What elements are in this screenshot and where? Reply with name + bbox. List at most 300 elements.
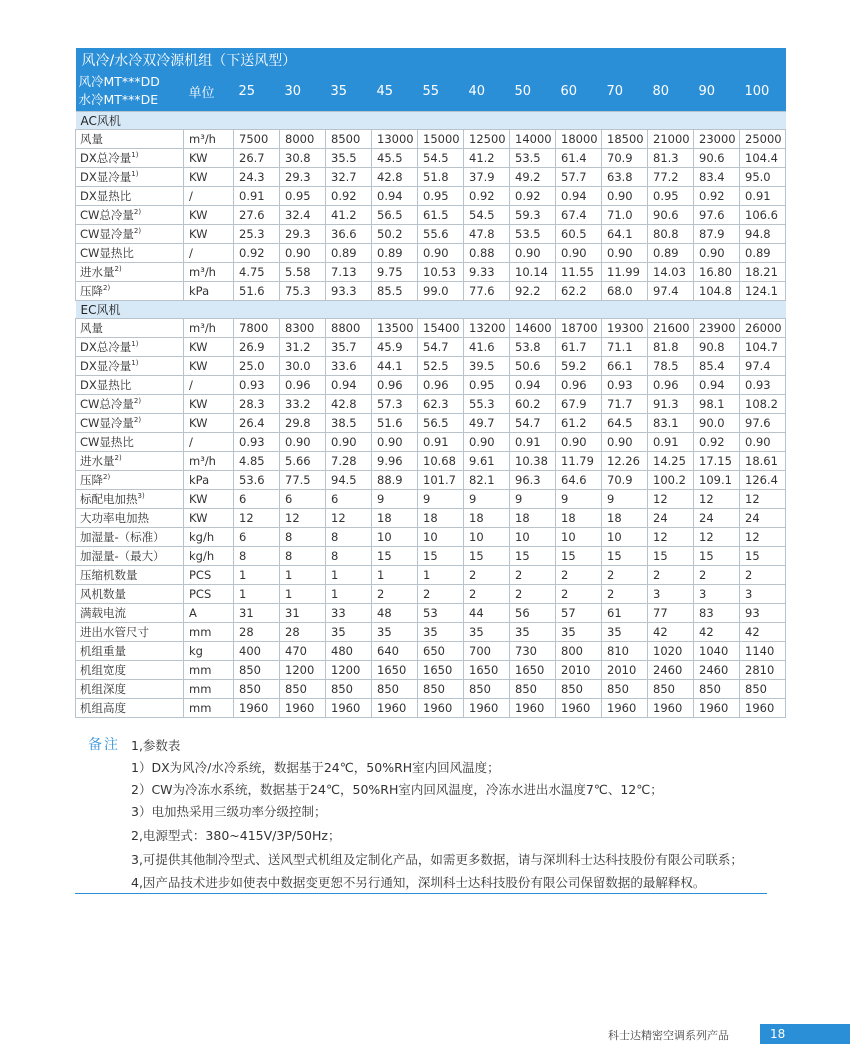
section-title: AC风机 <box>76 112 786 130</box>
row-unit: KW <box>184 509 234 528</box>
table-cell: 6 <box>280 490 326 509</box>
table-cell: 12 <box>648 490 694 509</box>
row-unit: KW <box>184 414 234 433</box>
row-unit: KW <box>184 206 234 225</box>
table-cell: 42 <box>648 623 694 642</box>
table-cell: 850 <box>280 680 326 699</box>
footnote-marker: 2) <box>133 397 142 406</box>
table-cell: 35 <box>372 623 418 642</box>
model-series-cell <box>76 71 184 112</box>
table-cell: 54.7 <box>510 414 556 433</box>
table-cell: 31 <box>234 604 280 623</box>
table-cell: 4.85 <box>234 452 280 471</box>
table-cell: 1200 <box>326 661 372 680</box>
row-label-cell <box>76 244 184 263</box>
table-cell: 25000 <box>740 130 786 149</box>
table-cell: 18 <box>510 509 556 528</box>
table-cell: 94.5 <box>326 471 372 490</box>
table-row <box>76 433 786 452</box>
table-cell: 10.68 <box>418 452 464 471</box>
table-row <box>76 490 786 509</box>
table-cell: 60.2 <box>510 395 556 414</box>
table-cell: 54.7 <box>418 338 464 357</box>
row-label: DX显热比 <box>80 378 132 392</box>
table-cell: 0.90 <box>326 433 372 452</box>
table-cell: 7.13 <box>326 263 372 282</box>
table-cell: 0.93 <box>740 376 786 395</box>
table-cell: 18 <box>556 509 602 528</box>
model-header-35: 35 <box>326 71 372 112</box>
row-unit: PCS <box>184 585 234 604</box>
table-cell: 0.90 <box>556 244 602 263</box>
table-cell: 53.6 <box>234 471 280 490</box>
footnote-marker: 2) <box>133 227 142 236</box>
unit-header: 单位 <box>184 71 234 112</box>
table-cell: 2 <box>648 566 694 585</box>
table-cell: 2010 <box>602 661 648 680</box>
page-number: 18 <box>760 1024 850 1044</box>
table-cell: 83 <box>694 604 740 623</box>
table-cell: 71.7 <box>602 395 648 414</box>
table-cell: 61.2 <box>556 414 602 433</box>
table-row <box>76 168 786 187</box>
table-cell: 2 <box>510 566 556 585</box>
table-cell: 21000 <box>648 130 694 149</box>
row-label-cell <box>76 642 184 661</box>
row-label-cell <box>76 395 184 414</box>
table-cell: 101.7 <box>418 471 464 490</box>
row-label-cell <box>76 149 184 168</box>
table-cell: 15 <box>740 547 786 566</box>
model-header-55: 55 <box>418 71 464 112</box>
table-cell: 1960 <box>648 699 694 718</box>
table-cell: 2 <box>556 585 602 604</box>
table-cell: 56.5 <box>418 414 464 433</box>
row-label: 风量 <box>80 321 103 335</box>
table-cell: 0.90 <box>694 244 740 263</box>
row-label: 大功率电加热 <box>80 511 149 525</box>
table-cell: 0.90 <box>418 244 464 263</box>
row-label-cell <box>76 623 184 642</box>
table-cell: 14.25 <box>648 452 694 471</box>
table-cell: 70.9 <box>602 471 648 490</box>
table-cell: 53 <box>418 604 464 623</box>
table-cell: 2 <box>464 585 510 604</box>
row-label-cell <box>76 547 184 566</box>
table-cell: 0.90 <box>510 244 556 263</box>
table-cell: 95.0 <box>740 168 786 187</box>
footnote-marker: 1) <box>131 359 139 368</box>
table-cell: 1650 <box>464 661 510 680</box>
table-cell: 44 <box>464 604 510 623</box>
table-cell: 850 <box>602 680 648 699</box>
row-label: CW显冷量 <box>80 416 134 430</box>
row-label: 风量 <box>80 132 103 146</box>
table-cell: 27.6 <box>234 206 280 225</box>
table-cell: 35.7 <box>326 338 372 357</box>
table-cell: 96.3 <box>510 471 556 490</box>
table-row <box>76 414 786 433</box>
table-cell: 55.3 <box>464 395 510 414</box>
table-cell: 32.4 <box>280 206 326 225</box>
row-unit: KW <box>184 168 234 187</box>
table-cell: 12 <box>740 490 786 509</box>
table-cell: 11.79 <box>556 452 602 471</box>
table-cell: 15 <box>648 547 694 566</box>
table-cell: 850 <box>740 680 786 699</box>
table-cell: 10.53 <box>418 263 464 282</box>
table-cell: 0.92 <box>234 244 280 263</box>
row-label-cell <box>76 661 184 680</box>
table-cell: 70.9 <box>602 149 648 168</box>
table-cell: 2 <box>510 585 556 604</box>
row-unit: kPa <box>184 282 234 301</box>
table-cell: 9 <box>510 490 556 509</box>
row-label-cell <box>76 528 184 547</box>
row-label: DX总冷量 <box>80 340 132 354</box>
table-cell: 68.0 <box>602 282 648 301</box>
table-cell: 61.4 <box>556 149 602 168</box>
table-cell: 10 <box>418 528 464 547</box>
row-unit: / <box>184 187 234 206</box>
table-cell: 1650 <box>372 661 418 680</box>
table-cell: 1 <box>418 566 464 585</box>
table-cell: 12500 <box>464 130 510 149</box>
table-cell: 3 <box>740 585 786 604</box>
table-cell: 62.2 <box>556 282 602 301</box>
table-cell: 6 <box>326 490 372 509</box>
table-cell: 18.21 <box>740 263 786 282</box>
table-cell: 12 <box>326 509 372 528</box>
table-cell: 18 <box>372 509 418 528</box>
table-row <box>76 604 786 623</box>
table-cell: 650 <box>418 642 464 661</box>
table-cell: 82.1 <box>464 471 510 490</box>
model-header-80: 80 <box>648 71 694 112</box>
footnote-marker: 1) <box>131 340 139 349</box>
table-cell: 64.6 <box>556 471 602 490</box>
row-unit: KW <box>184 225 234 244</box>
table-cell: 17.15 <box>694 452 740 471</box>
table-cell: 90.6 <box>648 206 694 225</box>
footer-series-name: 科士达精密空调系列产品 <box>608 1029 729 1042</box>
table-cell: 63.8 <box>602 168 648 187</box>
row-unit: m³/h <box>184 452 234 471</box>
row-unit: / <box>184 376 234 395</box>
table-cell: 99.0 <box>418 282 464 301</box>
table-cell: 1960 <box>464 699 510 718</box>
table-cell: 94.8 <box>740 225 786 244</box>
table-cell: 1040 <box>694 642 740 661</box>
model-header-70: 70 <box>602 71 648 112</box>
table-cell: 31.2 <box>280 338 326 357</box>
table-cell: 41.2 <box>326 206 372 225</box>
table-cell: 44.1 <box>372 357 418 376</box>
model-header-row <box>76 71 786 112</box>
table-cell: 59.2 <box>556 357 602 376</box>
table-cell: 850 <box>234 680 280 699</box>
table-cell: 10.38 <box>510 452 556 471</box>
table-row <box>76 528 786 547</box>
row-unit: m³/h <box>184 263 234 282</box>
row-label: CW显热比 <box>80 435 134 449</box>
table-cell: 28.3 <box>234 395 280 414</box>
table-cell: 62.3 <box>418 395 464 414</box>
table-cell: 47.8 <box>464 225 510 244</box>
table-cell: 14000 <box>510 130 556 149</box>
table-cell: 126.4 <box>740 471 786 490</box>
table-cell: 15 <box>510 547 556 566</box>
table-cell: 16.80 <box>694 263 740 282</box>
table-cell: 0.90 <box>280 244 326 263</box>
row-label: 机组深度 <box>80 682 126 696</box>
model-header-30: 30 <box>280 71 326 112</box>
row-label: DX总冷量 <box>80 151 132 165</box>
table-cell: 850 <box>694 680 740 699</box>
table-cell: 57.7 <box>556 168 602 187</box>
row-unit: mm <box>184 661 234 680</box>
table-cell: 1960 <box>510 699 556 718</box>
table-cell: 53.5 <box>510 225 556 244</box>
table-cell: 67.9 <box>556 395 602 414</box>
table-cell: 0.90 <box>556 433 602 452</box>
table-cell: 0.96 <box>418 376 464 395</box>
table-cell: 1 <box>280 585 326 604</box>
table-cell: 35 <box>464 623 510 642</box>
table-row <box>76 244 786 263</box>
footnote-marker: 2) <box>103 473 111 482</box>
row-label-cell <box>76 319 184 338</box>
row-unit: KW <box>184 490 234 509</box>
table-cell: 48 <box>372 604 418 623</box>
table-row <box>76 509 786 528</box>
table-cell: 15000 <box>418 130 464 149</box>
table-cell: 15 <box>556 547 602 566</box>
table-cell: 90.6 <box>694 149 740 168</box>
row-label: 压缩机数量 <box>80 568 138 582</box>
table-cell: 78.5 <box>648 357 694 376</box>
table-cell: 35 <box>510 623 556 642</box>
table-cell: 15 <box>602 547 648 566</box>
table-cell: 10 <box>602 528 648 547</box>
row-label: 压降 <box>80 284 103 298</box>
row-label: 标配电加热 <box>80 492 138 506</box>
table-cell: 35 <box>556 623 602 642</box>
table-title: 风冷/水冷双冷源机组（下送风型） <box>76 48 786 71</box>
footnote-marker: 2) <box>114 265 122 274</box>
table-cell: 0.95 <box>418 187 464 206</box>
row-label: 满载电流 <box>80 606 126 620</box>
table-cell: 29.3 <box>280 225 326 244</box>
spec-table <box>75 48 786 718</box>
table-row <box>76 130 786 149</box>
row-label-cell <box>76 187 184 206</box>
table-cell: 7800 <box>234 319 280 338</box>
table-cell: 8 <box>234 547 280 566</box>
table-cell: 2 <box>740 566 786 585</box>
model-header-50: 50 <box>510 71 556 112</box>
row-label-cell <box>76 509 184 528</box>
row-label: 风机数量 <box>80 587 126 601</box>
table-cell: 18 <box>464 509 510 528</box>
table-row <box>76 149 786 168</box>
row-label-cell <box>76 225 184 244</box>
table-cell: 2 <box>556 566 602 585</box>
table-cell: 93.3 <box>326 282 372 301</box>
row-unit: m³/h <box>184 319 234 338</box>
table-cell: 0.90 <box>602 244 648 263</box>
table-cell: 109.1 <box>694 471 740 490</box>
table-row <box>76 395 786 414</box>
table-cell: 50.6 <box>510 357 556 376</box>
table-row <box>76 661 786 680</box>
table-title-row <box>76 48 786 71</box>
table-row <box>76 338 786 357</box>
table-cell: 67.4 <box>556 206 602 225</box>
row-label-cell <box>76 490 184 509</box>
table-cell: 0.92 <box>694 187 740 206</box>
note-line: 2,电源型式：380~415V/3P/50Hz； <box>131 828 341 843</box>
table-cell: 66.1 <box>602 357 648 376</box>
table-cell: 64.1 <box>602 225 648 244</box>
table-cell: 13500 <box>372 319 418 338</box>
table-cell: 61.5 <box>418 206 464 225</box>
model-header-90: 90 <box>694 71 740 112</box>
table-cell: 2810 <box>740 661 786 680</box>
table-row <box>76 263 786 282</box>
table-cell: 53.5 <box>510 149 556 168</box>
table-cell: 52.5 <box>418 357 464 376</box>
table-cell: 0.88 <box>464 244 510 263</box>
table-cell: 42 <box>740 623 786 642</box>
table-cell: 0.93 <box>602 376 648 395</box>
table-cell: 26.7 <box>234 149 280 168</box>
table-cell: 730 <box>510 642 556 661</box>
table-cell: 24 <box>648 509 694 528</box>
table-cell: 91.3 <box>648 395 694 414</box>
table-cell: 9 <box>556 490 602 509</box>
table-cell: 0.92 <box>326 187 372 206</box>
table-cell: 1 <box>234 566 280 585</box>
table-cell: 97.6 <box>740 414 786 433</box>
row-label: CW显冷量 <box>80 227 134 241</box>
table-cell: 10 <box>556 528 602 547</box>
table-cell: 2460 <box>648 661 694 680</box>
table-cell: 2010 <box>556 661 602 680</box>
row-label: 进水量 <box>80 454 115 468</box>
footnote-marker: 2) <box>133 208 142 217</box>
table-cell: 104.8 <box>694 282 740 301</box>
table-cell: 97.6 <box>694 206 740 225</box>
table-cell: 61 <box>602 604 648 623</box>
table-cell: 77.2 <box>648 168 694 187</box>
table-cell: 8800 <box>326 319 372 338</box>
table-cell: 42.8 <box>326 395 372 414</box>
row-label-cell <box>76 433 184 452</box>
table-cell: 1650 <box>510 661 556 680</box>
table-row <box>76 642 786 661</box>
table-cell: 77 <box>648 604 694 623</box>
row-label-cell <box>76 357 184 376</box>
table-cell: 1960 <box>602 699 648 718</box>
table-cell: 26000 <box>740 319 786 338</box>
table-cell: 45.9 <box>372 338 418 357</box>
table-row <box>76 206 786 225</box>
note-line: 2）CW为冷冻水系统，数据基于24℃，50%RH室内回风温度，冷冻水进出水温度7℃、12℃； <box>131 782 663 797</box>
table-cell: 850 <box>372 680 418 699</box>
table-cell: 15 <box>418 547 464 566</box>
table-cell: 25.0 <box>234 357 280 376</box>
table-cell: 1960 <box>326 699 372 718</box>
table-cell: 0.89 <box>740 244 786 263</box>
table-cell: 23000 <box>694 130 740 149</box>
table-cell: 77.6 <box>464 282 510 301</box>
footnote-marker: 1) <box>131 151 139 160</box>
table-cell: 0.92 <box>694 433 740 452</box>
table-cell: 21600 <box>648 319 694 338</box>
table-cell: 0.89 <box>326 244 372 263</box>
table-cell: 0.95 <box>464 376 510 395</box>
table-cell: 0.90 <box>740 433 786 452</box>
table-cell: 9 <box>464 490 510 509</box>
table-cell: 2 <box>602 566 648 585</box>
table-cell: 54.5 <box>464 206 510 225</box>
table-cell: 8500 <box>326 130 372 149</box>
row-label-cell <box>76 680 184 699</box>
table-cell: 1020 <box>648 642 694 661</box>
table-cell: 2 <box>602 585 648 604</box>
table-cell: 11.99 <box>602 263 648 282</box>
table-cell: 51.8 <box>418 168 464 187</box>
row-unit: kg <box>184 642 234 661</box>
table-row <box>76 585 786 604</box>
table-cell: 0.96 <box>648 376 694 395</box>
table-cell: 0.93 <box>234 376 280 395</box>
row-label: 压降 <box>80 473 103 487</box>
table-cell: 10 <box>464 528 510 547</box>
row-unit: KW <box>184 338 234 357</box>
table-cell: 10 <box>372 528 418 547</box>
table-cell: 18700 <box>556 319 602 338</box>
table-cell: 800 <box>556 642 602 661</box>
row-label: DX显冷量 <box>80 359 132 373</box>
table-row <box>76 225 786 244</box>
table-cell: 2460 <box>694 661 740 680</box>
table-cell: 0.90 <box>602 187 648 206</box>
table-cell: 9.75 <box>372 263 418 282</box>
table-cell: 15 <box>694 547 740 566</box>
table-cell: 8 <box>326 528 372 547</box>
table-cell: 12 <box>648 528 694 547</box>
table-cell: 32.7 <box>326 168 372 187</box>
table-cell: 54.5 <box>418 149 464 168</box>
model-header-100: 100 <box>740 71 786 112</box>
table-row <box>76 376 786 395</box>
table-cell: 85.4 <box>694 357 740 376</box>
table-cell: 51.6 <box>372 414 418 433</box>
row-label-cell <box>76 168 184 187</box>
table-cell: 0.94 <box>694 376 740 395</box>
table-cell: 1960 <box>740 699 786 718</box>
table-cell: 850 <box>510 680 556 699</box>
table-cell: 97.4 <box>740 357 786 376</box>
table-cell: 0.96 <box>556 376 602 395</box>
table-row <box>76 452 786 471</box>
table-cell: 81.8 <box>648 338 694 357</box>
table-cell: 83.1 <box>648 414 694 433</box>
table-cell: 77.5 <box>280 471 326 490</box>
table-cell: 810 <box>602 642 648 661</box>
